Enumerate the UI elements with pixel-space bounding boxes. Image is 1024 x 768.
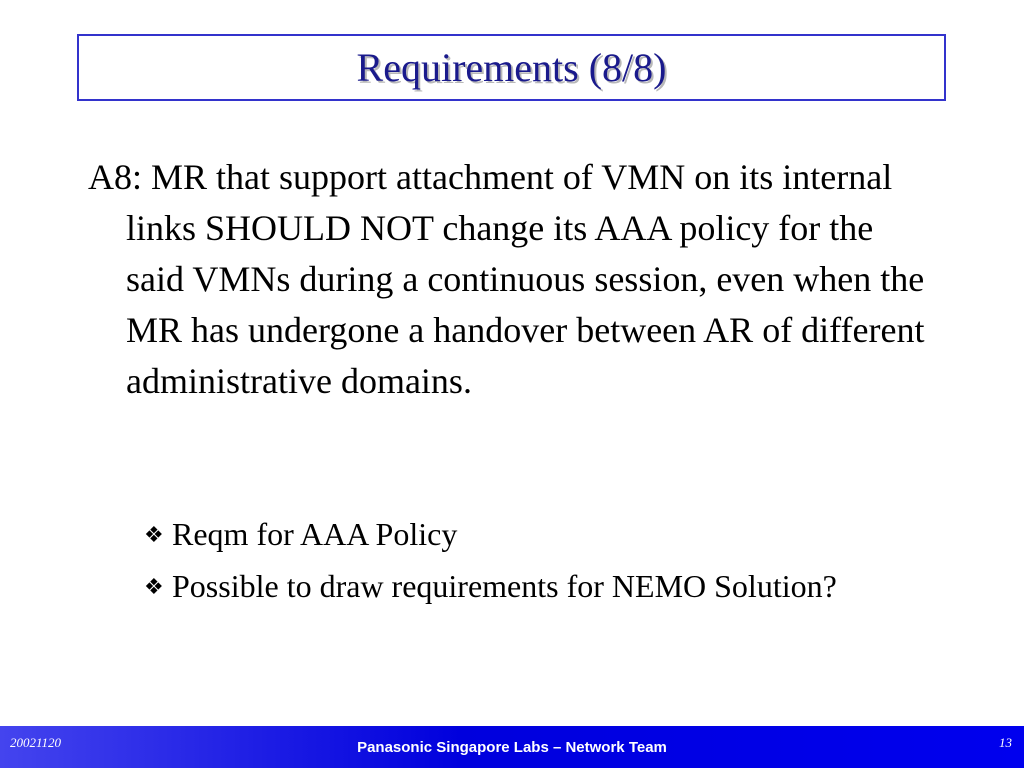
sub-bullet-text: Reqm for AAA Policy (172, 516, 458, 552)
slide-title: Requirements (8/8) (356, 45, 667, 90)
footer-bar (0, 726, 1024, 768)
main-requirement-text: A8: MR that support attachment of VMN on its internal links SHOULD NOT change its AAA policy for the said VMNs during a continuous session, even when the MR has undergone a handover between AR of different administrative domains. (88, 157, 925, 401)
sub-bullet-text: Possible to draw requirements for NEMO Solution? (172, 568, 837, 604)
diamond-bullet-icon: ❖ (144, 523, 164, 548)
diamond-bullet-icon: ❖ (144, 575, 164, 600)
sub-bullet-item (144, 514, 904, 554)
footer-date: 20021120 (10, 735, 62, 750)
sub-bullet-item (144, 566, 904, 606)
footer-organization: Panasonic Singapore Labs – Network Team (357, 739, 667, 756)
page-number: 13 (999, 735, 1012, 750)
sub-bullet-list (144, 514, 904, 618)
title-box (77, 34, 946, 101)
